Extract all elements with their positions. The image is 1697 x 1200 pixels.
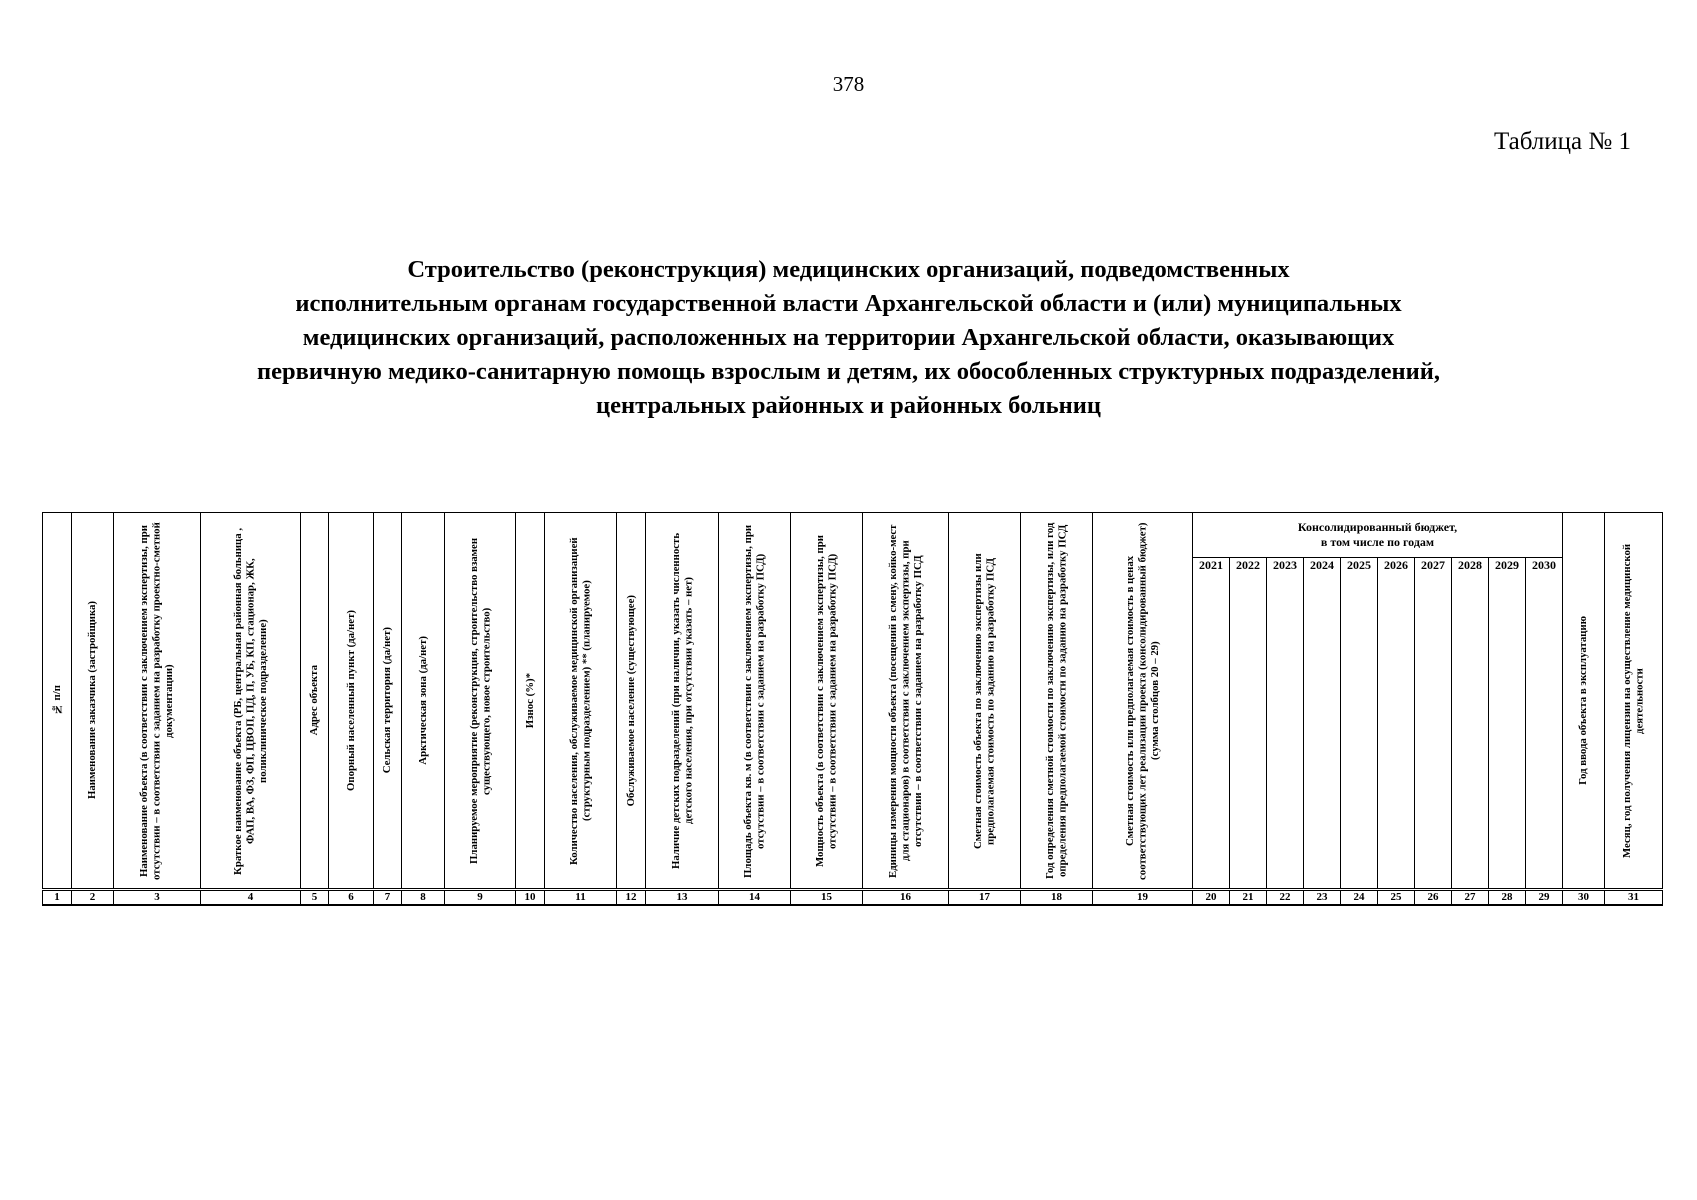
column-number: 11 xyxy=(545,890,617,906)
year-header: 2023 xyxy=(1267,558,1304,890)
column-header: Планируемое мероприятие (реконструкция, строительство взамен существующего, новое строительство) xyxy=(445,513,516,890)
column-number: 17 xyxy=(949,890,1021,906)
column-number: 6 xyxy=(329,890,374,906)
column-header: Единицы измерения мощности объекта (посещений в смену, койко-мест для стационаров) в соответствии с заключением экспертизы, при отсутствии – в соответствии с заданием на разработку ПСД xyxy=(863,513,949,890)
column-number: 5 xyxy=(301,890,329,906)
title-line: центральных районных и районных больниц xyxy=(596,392,1101,419)
column-header: № п/п xyxy=(43,513,72,890)
column-number: 28 xyxy=(1489,890,1526,906)
column-number: 30 xyxy=(1563,890,1605,906)
column-number: 18 xyxy=(1021,890,1093,906)
column-number: 21 xyxy=(1230,890,1267,906)
column-number: 29 xyxy=(1526,890,1563,906)
column-header: Адрес объекта xyxy=(301,513,329,890)
header-row xyxy=(43,513,1663,558)
column-number: 12 xyxy=(617,890,646,906)
column-number: 25 xyxy=(1378,890,1415,906)
year-header: 2025 xyxy=(1341,558,1378,890)
column-number: 9 xyxy=(445,890,516,906)
budget-header-line: Консолидированный бюджет, xyxy=(1297,520,1458,534)
column-number: 20 xyxy=(1193,890,1230,906)
column-header: Обслуживаемое население (существующее) xyxy=(617,513,646,890)
column-header: Год определения сметной стоимости по заключению экспертизы, или год определения предполагаемой стоимости по заданию на разработку ПСД xyxy=(1021,513,1093,890)
year-header: 2022 xyxy=(1230,558,1267,890)
column-number: 19 xyxy=(1093,890,1193,906)
column-number: 27 xyxy=(1452,890,1489,906)
year-header: 2021 xyxy=(1193,558,1230,890)
column-number: 31 xyxy=(1605,890,1663,906)
column-header: Сельская территория (да/нет) xyxy=(374,513,402,890)
column-header: Сметная стоимость объекта по заключению экспертизы или предполагаемая стоимость по заданию на разработку ПСД xyxy=(949,513,1021,890)
column-number: 1 xyxy=(43,890,72,906)
column-number: 16 xyxy=(863,890,949,906)
column-number: 22 xyxy=(1267,890,1304,906)
column-number-row xyxy=(43,890,1663,906)
column-header: Опорный населенный пункт (да/нет) xyxy=(329,513,374,890)
column-header: Количество населения, обслуживаемое медицинской организацией (структурным подразделением) ** (планируемое) xyxy=(545,513,617,890)
column-number: 7 xyxy=(374,890,402,906)
column-number: 8 xyxy=(402,890,445,906)
year-header: 2030 xyxy=(1526,558,1563,890)
column-header: Наименование заказчика (застройщика) xyxy=(72,513,114,890)
year-header: 2024 xyxy=(1304,558,1341,890)
column-header: Площадь объекта кв. м (в соответствии с заключением экспертизы, при отсутствии – в соответствии с заданием на разработку ПСД) xyxy=(719,513,791,890)
column-header: Год ввода объекта в эксплуатацию xyxy=(1563,513,1605,890)
column-number: 15 xyxy=(791,890,863,906)
table-caption: Таблица № 1 xyxy=(1493,128,1631,155)
title-line: Строительство (реконструкция) медицинских организаций, подведомственных xyxy=(407,256,1290,283)
column-number: 10 xyxy=(516,890,545,906)
column-number: 13 xyxy=(646,890,719,906)
title-line: медицинских организаций, расположенных на территории Архангельской области, оказывающих xyxy=(302,324,1395,351)
column-number: 2 xyxy=(72,890,114,906)
budget-header xyxy=(1193,513,1563,558)
column-header: Месяц, год получения лицензии на осуществление медицинской деятельности xyxy=(1605,513,1663,890)
year-header: 2028 xyxy=(1452,558,1489,890)
budget-header-line: в том числе по годам xyxy=(1320,535,1435,549)
column-header: Наименование объекта (в соответствии с заключением экспертизы, при отсутствии – в соответствии с заданием на разработку проектно-сметной документации) xyxy=(114,513,201,890)
column-number: 14 xyxy=(719,890,791,906)
title-line: исполнительным органам государственной власти Архангельской области и (или) муниципальных xyxy=(295,290,1402,317)
column-header: Наличие детских подразделений (при наличии, указать численность детского населения, при отсутствии указать – нет) xyxy=(646,513,719,890)
column-number: 26 xyxy=(1415,890,1452,906)
construction-table xyxy=(42,512,1663,906)
year-header: 2026 xyxy=(1378,558,1415,890)
column-header: Сметная стоимость или предполагаемая стоимость в ценах соответствующих лет реализации проекта (консолидированный бюджет) (сумма столбцов 20 – 29) xyxy=(1093,513,1193,890)
column-number: 24 xyxy=(1341,890,1378,906)
title-line: первичную медико-санитарную помощь взрослым и детям, их обособленных структурных подразделений, xyxy=(256,358,1441,385)
column-number: 3 xyxy=(114,890,201,906)
column-number: 4 xyxy=(201,890,301,906)
column-header: Износ (%)* xyxy=(516,513,545,890)
column-header: Арктическая зона (да/нет) xyxy=(402,513,445,890)
column-number: 23 xyxy=(1304,890,1341,906)
page-number: 378 xyxy=(832,72,865,96)
column-header: Краткое наименование объекта (РБ, центральная районная больница , ФАП, ВА, ФЗ, ФП, ЦВОП, ПД, П, УБ, КП, стационар, ЖК, поликлиническое подразделение) xyxy=(201,513,301,890)
document-title xyxy=(100,253,1597,423)
column-header: Мощность объекта (в соответствии с заключением экспертизы, при отсутствии – в соответствии с заданием на разработку ПСД) xyxy=(791,513,863,890)
year-header: 2027 xyxy=(1415,558,1452,890)
year-header: 2029 xyxy=(1489,558,1526,890)
